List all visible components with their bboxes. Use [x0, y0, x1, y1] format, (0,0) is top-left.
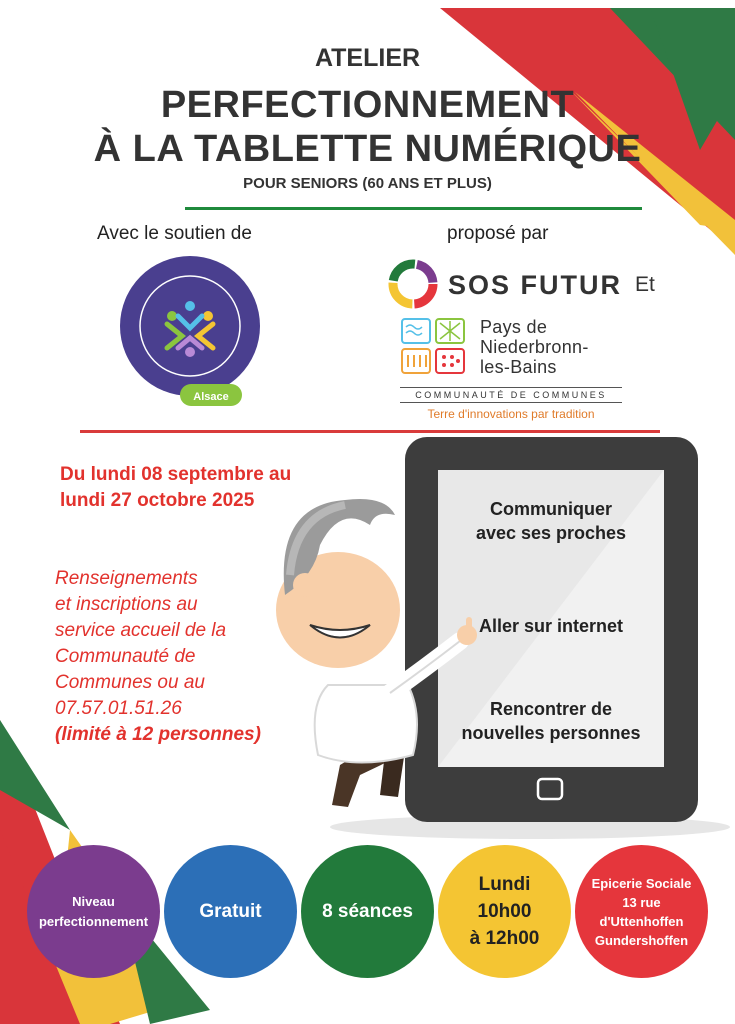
sessions-text: 8 séances [322, 900, 413, 922]
date-range [60, 462, 291, 514]
info-line-4: Communauté de [55, 646, 196, 667]
proposed-label: proposé par [447, 223, 549, 244]
title-tablette: À LA TABLETTE NUMÉRIQUE [93, 128, 642, 170]
info-line-1: Renseignements [55, 568, 198, 589]
limit-note: (limité à 12 personnes) [55, 724, 261, 745]
pays-niederbronn-name [480, 317, 589, 377]
circle-location [575, 845, 708, 978]
price-text: Gratuit [199, 900, 262, 922]
sos-futur-name: SOS FUTUR [448, 270, 623, 300]
cdc-divider-top [400, 387, 622, 388]
cdc-divider-bottom [400, 402, 622, 403]
tablet-item-1-line-1: Communiquer [489, 499, 612, 519]
title-perfectionnement: PERFECTIONNEMENT [160, 84, 575, 126]
time-line-2: à 12h00 [469, 928, 540, 949]
tablet-item-communiquer [440, 497, 662, 545]
circle-price [164, 845, 297, 978]
date-line-2: lundi 27 octobre 2025 [60, 490, 255, 511]
subtitle-seniors: POUR SENIORS (60 ANS ET PLUS) [243, 175, 492, 192]
circle-sessions [301, 845, 434, 978]
place-line-1: Epicerie Sociale [591, 875, 692, 891]
pays-line-1: Pays de [480, 317, 548, 337]
pays-line-2: Niederbronn- [480, 337, 589, 357]
registration-info [55, 566, 261, 748]
pays-niederbronn-logo-icon [400, 317, 470, 377]
circle-schedule [438, 845, 571, 978]
day-text: Lundi [478, 874, 531, 895]
tablet-item-internet: Aller sur internet [478, 616, 624, 636]
level-line-1: Niveau [72, 893, 115, 909]
title-atelier: ATELIER [314, 44, 421, 72]
alsace-badge: Alsace [193, 391, 229, 403]
tablet-item-1-line-2: avec ses proches [475, 523, 627, 543]
circle-level [27, 845, 160, 978]
communaute-de-communes-label: COMMUNAUTÉ DE COMMUNES [415, 390, 607, 400]
phone-number: 07.57.01.51.26 [55, 698, 182, 719]
commission-financeurs-logo [112, 254, 272, 409]
divider-green [185, 207, 642, 210]
info-line-2: et inscriptions au [55, 594, 198, 615]
tablet-item-3-line-1: Rencontrer de [489, 699, 613, 719]
sos-futur-logo-icon [388, 259, 438, 309]
pays-line-3: les-Bains [480, 357, 557, 377]
tablet-illustration [270, 435, 730, 840]
level-line-2: perfectionnement [38, 913, 149, 929]
info-line-5: Communes ou au [55, 672, 205, 693]
place-line-3: d'Uttenhoffen [599, 913, 684, 929]
time-line-1: 10h00 [477, 901, 532, 922]
tagline: Terre d'innovations par tradition [427, 407, 595, 421]
tablet-item-3-line-2: nouvelles personnes [461, 723, 641, 743]
support-label: Avec le soutien de [97, 223, 252, 244]
date-line-1: Du lundi 08 septembre au [60, 464, 292, 485]
divider-red [80, 430, 660, 433]
tablet-item-rencontrer [440, 697, 662, 745]
place-line-2: 13 rue [622, 894, 661, 910]
place-line-4: Gundershoffen [594, 932, 689, 948]
info-line-3: service accueil de la [55, 620, 227, 641]
et-text: Et [635, 273, 655, 296]
